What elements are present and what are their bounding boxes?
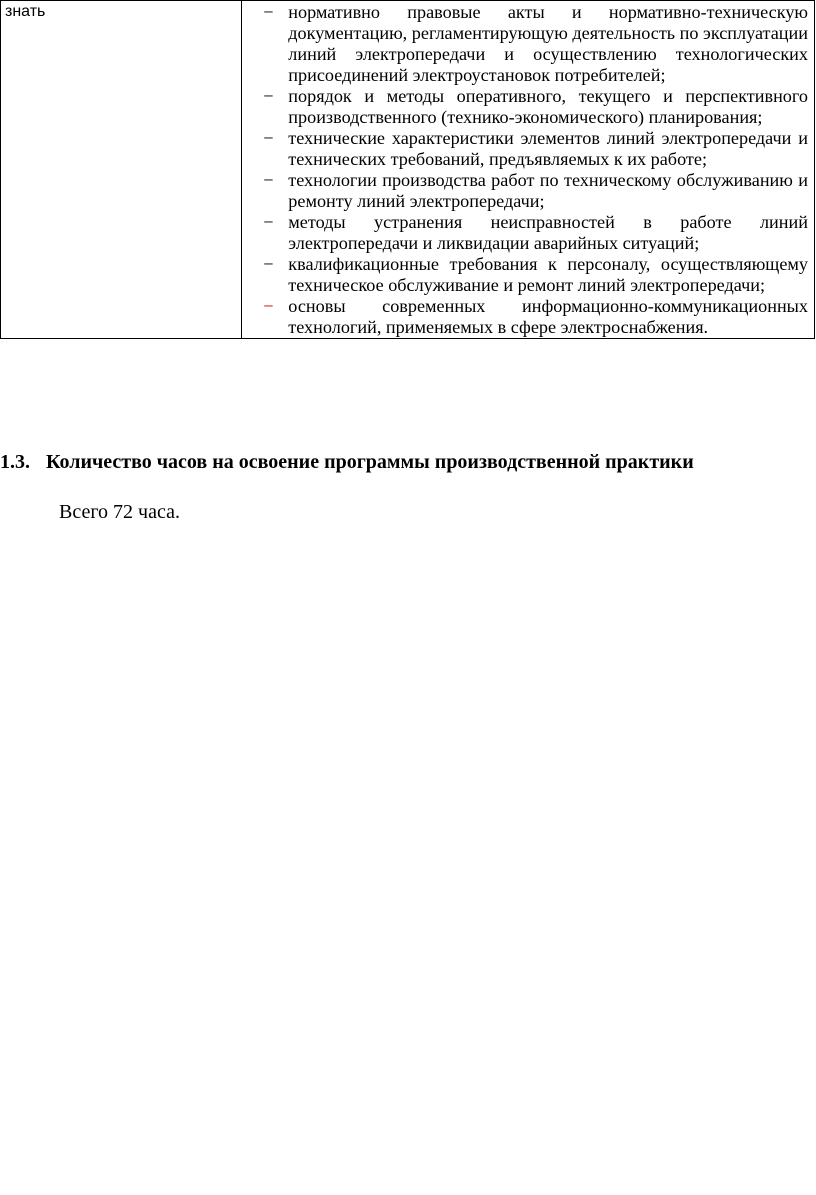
list-item	[263, 254, 808, 296]
list-item-text: нормативно правовые акты и нормативно-техническую документацию, регламентирующую деятельность по эксплуатации линий электропередачи и осуществлению технологических присоединений электроустановок потребителей;	[288, 2, 808, 85]
total-hours-text: Всего 72 часа.	[59, 501, 180, 523]
dash-bullet-icon: −	[263, 254, 274, 274]
requirement-items-cell	[242, 1, 815, 339]
list-item	[263, 86, 808, 128]
requirements-table	[0, 0, 815, 339]
dash-bullet-icon: −	[263, 296, 274, 316]
dash-bullet-icon: −	[263, 128, 274, 148]
requirement-key-cell	[1, 1, 242, 339]
dash-bullet-icon: −	[263, 86, 274, 106]
section-number: 1.3.	[0, 451, 30, 473]
list-item-text: порядок и методы оперативного, текущего и перспективного производственного (технико-экономического) планирования;	[288, 86, 808, 127]
list-item-text: методы устранения неисправностей в работе линий электропередачи и ликвидации аварийных ситуаций;	[288, 212, 808, 253]
dash-bullet-icon: −	[263, 212, 274, 232]
section-title: Количество часов на освоение программы производственной практики	[46, 451, 694, 473]
dash-bullet-icon: −	[263, 2, 274, 22]
list-item	[263, 296, 808, 338]
requirement-key-label: знать	[5, 3, 46, 20]
list-item-text: квалификационные требования к персоналу, осуществляющему техническое обслуживание и ремонт линий электропередачи;	[288, 254, 808, 295]
section-heading	[0, 450, 694, 474]
table-row	[1, 1, 815, 339]
list-item	[263, 170, 808, 212]
list-item-text: технические характеристики элементов линий электропередачи и технических требований, предъявляемых к их работе;	[288, 128, 808, 169]
list-item	[263, 2, 808, 86]
dash-bullet-icon: −	[263, 170, 274, 190]
list-item-text: основы современных информационно-коммуникационных технологий, применяемых в сфере электроснабжения.	[288, 296, 808, 337]
list-item-text: технологии производства работ по техническому обслуживанию и ремонту линий электропередачи;	[288, 170, 808, 211]
requirement-items-list	[242, 1, 814, 338]
list-item	[263, 212, 808, 254]
list-item	[263, 128, 808, 170]
